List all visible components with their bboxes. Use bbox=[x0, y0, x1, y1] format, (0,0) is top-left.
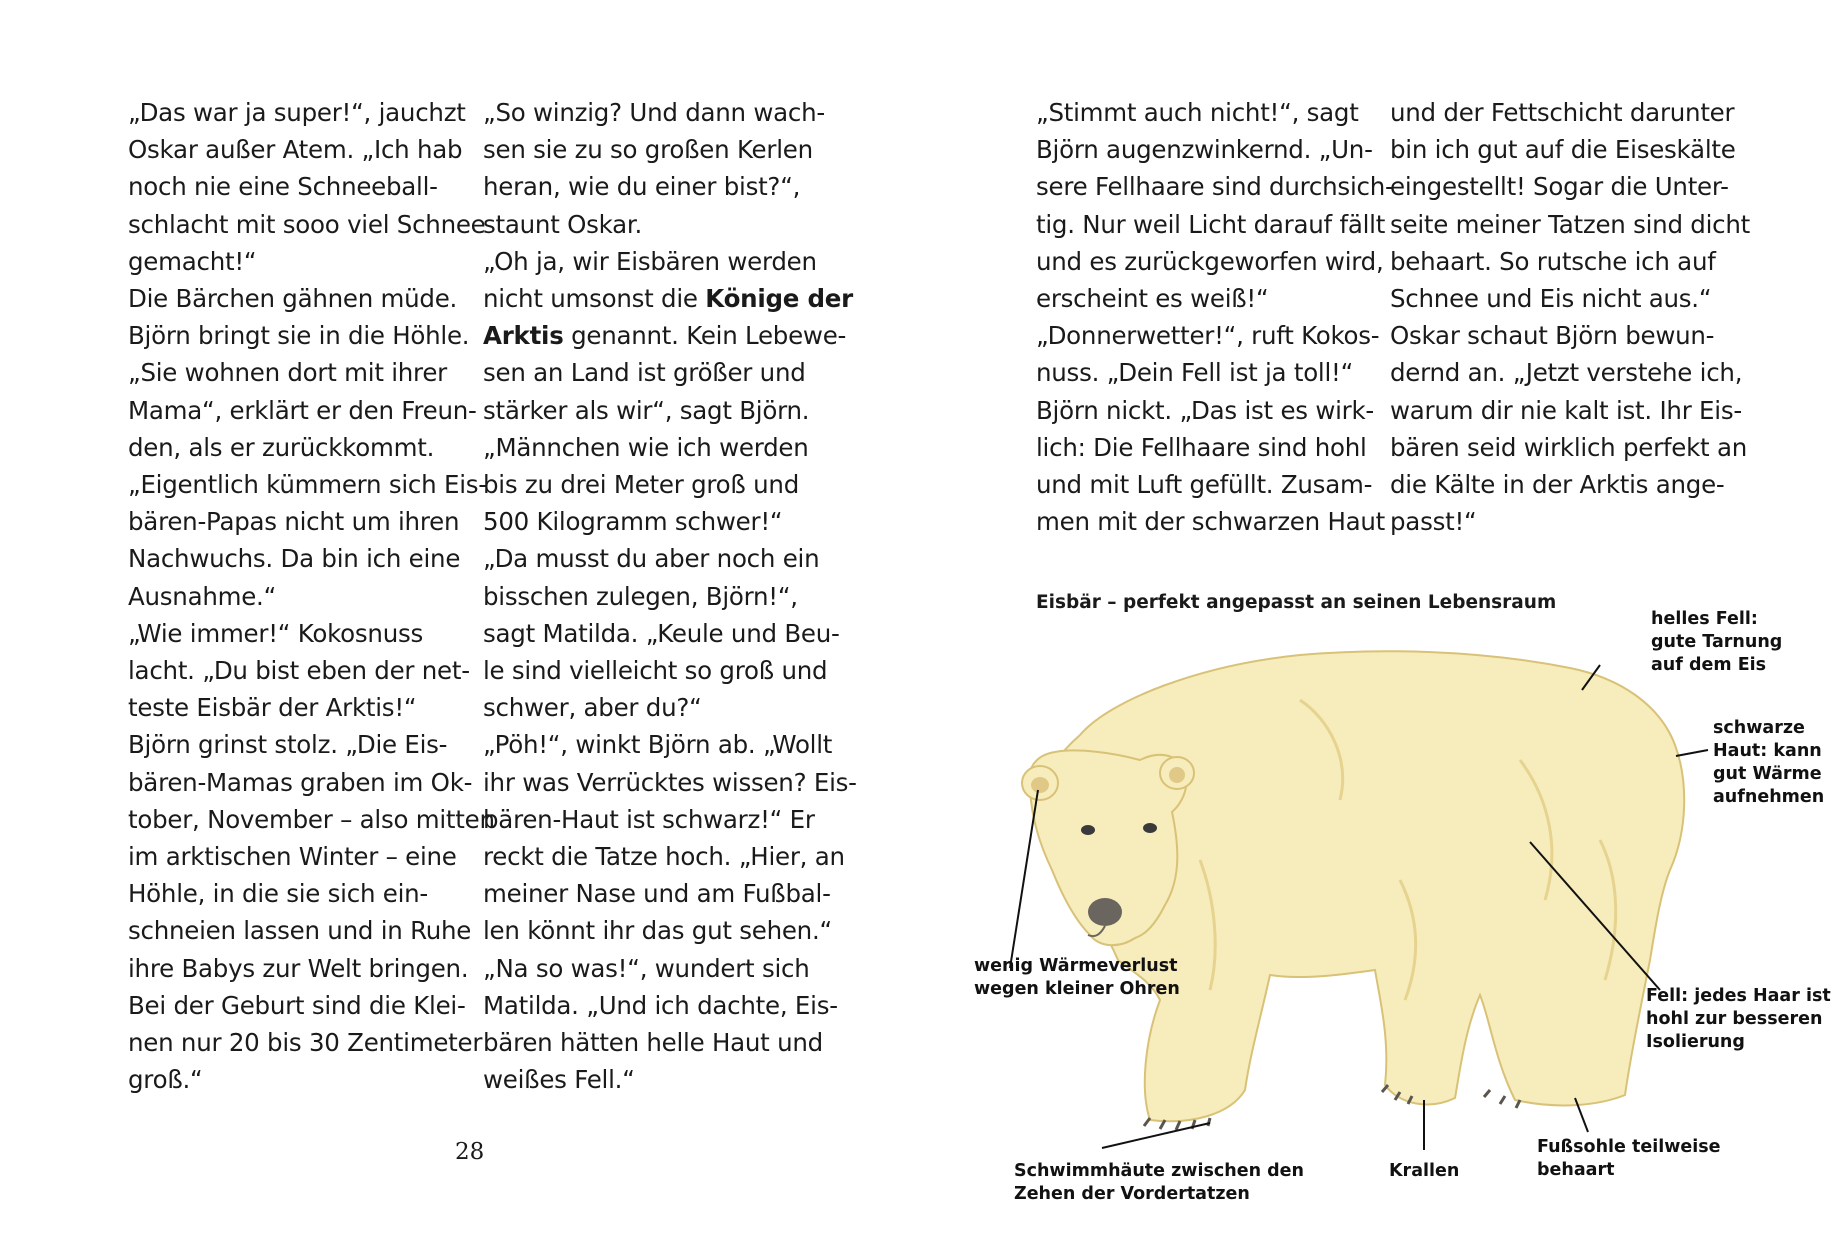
text-line: le sind vielleicht so groß und bbox=[483, 656, 828, 686]
text-line: schneien lassen und in Ruhe bbox=[128, 916, 472, 946]
text-line: Oskar schaut Björn bewun- bbox=[1390, 321, 1715, 351]
text-line: Ausnahme.“ bbox=[128, 581, 277, 611]
text-line: sagt Matilda. „Keule und Beu- bbox=[483, 618, 840, 648]
text-line: eingestellt! Sogar die Unter- bbox=[1390, 172, 1729, 202]
leader-webbing bbox=[1102, 1123, 1210, 1148]
label-line: Fell: jedes Haar ist bbox=[1646, 986, 1831, 1006]
label-claws bbox=[1389, 1160, 1459, 1183]
label-line: gut Wärme bbox=[1713, 764, 1822, 784]
label-line: auf dem Eis bbox=[1651, 655, 1767, 675]
text-line: sen sie zu so großen Kerlen bbox=[483, 135, 813, 165]
text-line: ihre Babys zur Welt bringen. bbox=[128, 953, 469, 983]
label-line: Isolierung bbox=[1646, 1032, 1745, 1052]
text-line: den, als er zurückkommt. bbox=[128, 432, 435, 462]
text-line: sen an Land ist größer und bbox=[483, 358, 806, 388]
text-line: Mama“, erklärt er den Freun- bbox=[128, 395, 477, 425]
label-line: Krallen bbox=[1389, 1161, 1460, 1181]
text-line: nuss. „Dein Fell ist ja toll!“ bbox=[1036, 358, 1354, 388]
text-line: erscheint es weiß!“ bbox=[1036, 284, 1269, 314]
label-webbing bbox=[1014, 1160, 1304, 1206]
text-line: bin ich gut auf die Eiseskälte bbox=[1390, 135, 1736, 165]
text-line: meiner Nase und am Fußbal- bbox=[483, 879, 831, 909]
label-line: wegen kleiner Ohren bbox=[974, 979, 1180, 999]
text-line: reckt die Tatze hoch. „Hier, an bbox=[483, 842, 845, 872]
polar-bear-figure bbox=[1010, 651, 1708, 1150]
text-line: „Pöh!“, winkt Björn ab. „Wollt bbox=[483, 730, 833, 760]
text-line: lich: Die Fellhaare sind hohl bbox=[1036, 432, 1367, 462]
text-line: dernd an. „Jetzt verstehe ich, bbox=[1390, 358, 1743, 388]
leader-skin-black bbox=[1676, 750, 1708, 756]
text-fragment: nicht umsonst die bbox=[483, 284, 706, 314]
diagram-title: Eisbär – perfekt angepasst an seinen Lebensraum bbox=[1036, 592, 1557, 613]
text-line: Björn augenzwinkernd. „Un- bbox=[1036, 135, 1373, 165]
label-line: Haut: kann bbox=[1713, 741, 1822, 761]
label-line: gute Tarnung bbox=[1651, 632, 1783, 652]
text-line: Bei der Geburt sind die Klei- bbox=[128, 990, 466, 1020]
text-line: „Sie wohnen dort mit ihrer bbox=[128, 358, 447, 388]
text-line: staunt Oskar. bbox=[483, 209, 643, 239]
text-line: ihr was Verrücktes wissen? Eis- bbox=[483, 767, 857, 797]
text-line: nen nur 20 bis 30 Zentimeter bbox=[128, 1028, 483, 1058]
text-line: die Kälte in der Arktis ange- bbox=[1390, 470, 1725, 500]
text-line: Oskar außer Atem. „Ich hab bbox=[128, 135, 463, 165]
text-line: bis zu drei Meter groß und bbox=[483, 470, 799, 500]
text-line: „Na so was!“, wundert sich bbox=[483, 953, 810, 983]
label-line: behaart bbox=[1537, 1160, 1615, 1180]
page-number: 28 bbox=[455, 1139, 485, 1165]
text-line: weißes Fell.“ bbox=[483, 1065, 635, 1095]
bear-ear-inner-right bbox=[1169, 767, 1185, 783]
text-line: len könnt ihr das gut sehen.“ bbox=[483, 916, 832, 946]
text-line: bären seid wirklich perfekt an bbox=[1390, 432, 1747, 462]
text-line: 500 Kilogramm schwer!“ bbox=[483, 507, 783, 537]
text-line: lacht. „Du bist eben der net- bbox=[128, 656, 470, 686]
text-line: behaart. So rutsche ich auf bbox=[1390, 246, 1716, 276]
text-line: „So winzig? Und dann wach- bbox=[483, 98, 826, 127]
bear-nose bbox=[1088, 898, 1122, 926]
label-line: Zehen der Vordertatzen bbox=[1014, 1184, 1250, 1204]
text-line: sere Fellhaare sind durchsich- bbox=[1036, 172, 1394, 202]
label-line: helles Fell: bbox=[1651, 609, 1758, 629]
text-line: teste Eisbär der Arktis!“ bbox=[128, 693, 417, 723]
bear-eye-right bbox=[1143, 823, 1157, 833]
text-line: und mit Luft gefüllt. Zusam- bbox=[1036, 470, 1373, 500]
text-line: tober, November – also mitten bbox=[128, 804, 495, 834]
text-line: bären hätten helle Haut und bbox=[483, 1028, 823, 1058]
text-line: seite meiner Tatzen sind dicht bbox=[1390, 209, 1750, 239]
text-line: „Oh ja, wir Eisbären werden bbox=[483, 246, 817, 276]
text-line: Die Bärchen gähnen müde. bbox=[128, 284, 458, 314]
text-line: stärker als wir“, sagt Björn. bbox=[483, 395, 810, 425]
text-line: Björn grinst stolz. „Die Eis- bbox=[128, 730, 448, 760]
text-line: „Stimmt auch nicht!“, sagt bbox=[1036, 98, 1359, 127]
bold-term: Könige der bbox=[705, 284, 853, 314]
label-line: aufnehmen bbox=[1713, 787, 1825, 807]
label-line: wenig Wärmeverlust bbox=[974, 956, 1178, 976]
text-line: bären-Papas nicht um ihren bbox=[128, 507, 460, 537]
text-line: tig. Nur weil Licht darauf fällt bbox=[1036, 209, 1386, 239]
text-line: Björn nickt. „Das ist es wirk- bbox=[1036, 395, 1375, 425]
text-line: „Donnerwetter!“, ruft Kokos- bbox=[1036, 321, 1380, 351]
text-line: „Das war ja super!“, jauchzt bbox=[128, 98, 466, 127]
label-fur-light bbox=[1651, 608, 1782, 677]
text-fragment: genannt. Kein Lebewe- bbox=[563, 321, 847, 351]
label-skin-black bbox=[1713, 717, 1824, 809]
label-soles bbox=[1537, 1136, 1721, 1182]
label-line: hohl zur besseren bbox=[1646, 1009, 1823, 1029]
label-hair-hollow bbox=[1646, 985, 1831, 1054]
text-line: „Eigentlich kümmern sich Eis- bbox=[128, 470, 487, 500]
text-line: Höhle, in die sie sich ein- bbox=[128, 879, 429, 909]
text-line: Schnee und Eis nicht aus.“ bbox=[1390, 284, 1712, 314]
text-line: groß.“ bbox=[128, 1065, 203, 1095]
text-line: bären-Mamas graben im Ok- bbox=[128, 767, 473, 797]
text-line: schlacht mit sooo viel Schnee bbox=[128, 209, 486, 239]
text-line: „Da musst du aber noch ein bbox=[483, 544, 820, 574]
bold-term: Arktis bbox=[483, 321, 564, 351]
label-line: schwarze bbox=[1713, 718, 1805, 738]
text-line: Björn bringt sie in die Höhle. bbox=[128, 321, 470, 351]
leader-ears bbox=[1010, 790, 1038, 968]
text-line: gemacht!“ bbox=[128, 246, 257, 276]
label-line: Fußsohle teilweise bbox=[1537, 1137, 1721, 1157]
text-line: und der Fettschicht darunter bbox=[1390, 98, 1735, 127]
text-line: im arktischen Winter – eine bbox=[128, 842, 457, 872]
text-line: warum dir nie kalt ist. Ihr Eis- bbox=[1390, 395, 1742, 425]
text-line: heran, wie du einer bist?“, bbox=[483, 172, 801, 202]
text-line: bisschen zulegen, Björn!“, bbox=[483, 581, 798, 611]
bear-ear-inner-left bbox=[1031, 777, 1049, 793]
text-line: bären-Haut ist schwarz!“ Er bbox=[483, 804, 815, 834]
text-line: Nachwuchs. Da bin ich eine bbox=[128, 544, 461, 574]
text-line: passt!“ bbox=[1390, 507, 1477, 537]
text-line: Matilda. „Und ich dachte, Eis- bbox=[483, 990, 838, 1020]
text-line: „Männchen wie ich werden bbox=[483, 432, 809, 462]
text-line: schwer, aber du?“ bbox=[483, 693, 702, 723]
text-line: „Wie immer!“ Kokosnuss bbox=[128, 618, 423, 648]
bear-eye-left bbox=[1081, 825, 1095, 835]
label-line: Schwimmhäute zwischen den bbox=[1014, 1161, 1304, 1181]
text-line: und es zurückgeworfen wird, bbox=[1036, 246, 1384, 276]
text-line: men mit der schwarzen Haut bbox=[1036, 507, 1386, 537]
label-ears bbox=[974, 955, 1180, 1001]
text-line: noch nie eine Schneeball- bbox=[128, 172, 438, 202]
